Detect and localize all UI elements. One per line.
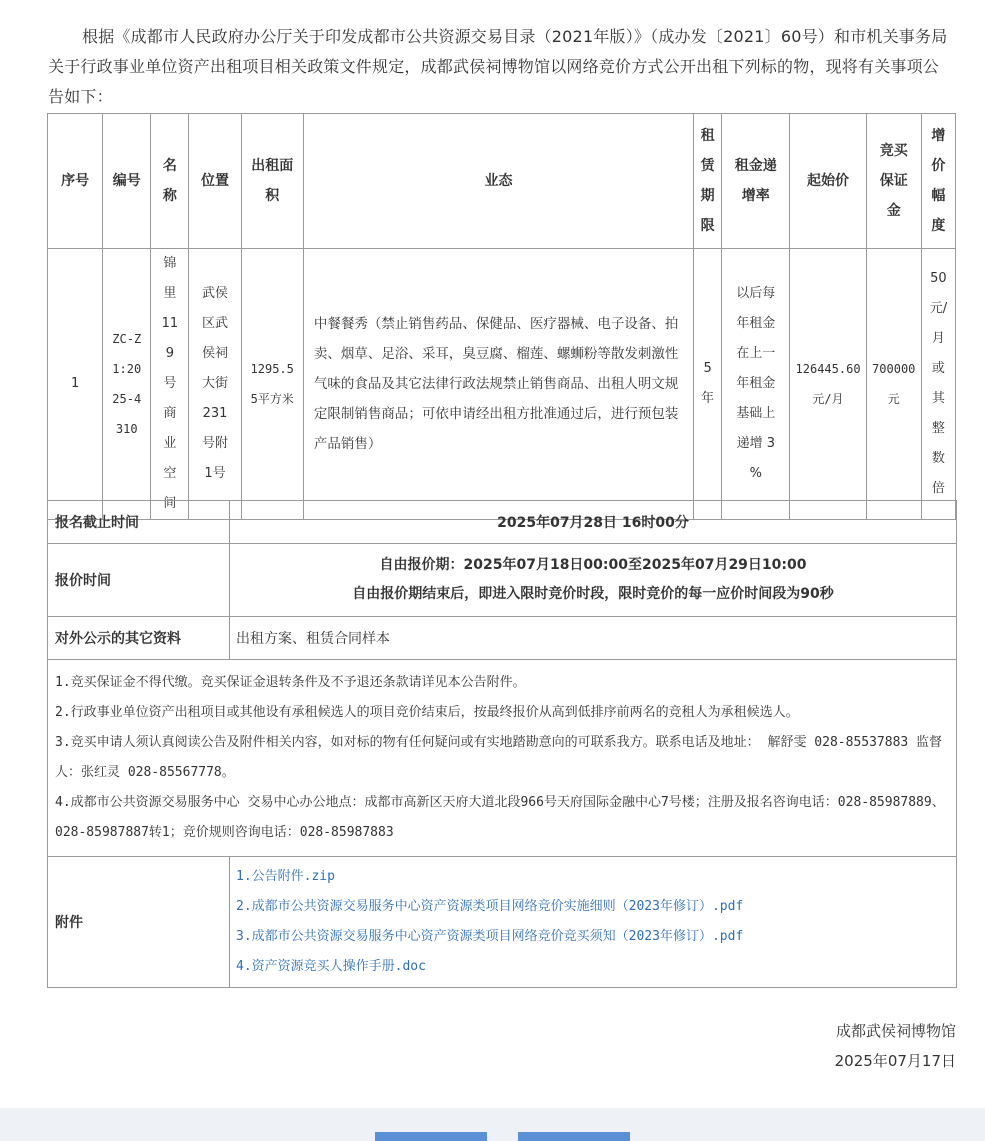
note-item: 2.行政事业单位资产出租项目或其他设有承租候选人的项目竞价结束后，按最终报价从高到低排序前两名的竞租人为承租候选人。 [55, 705, 799, 720]
lease-item-table [47, 113, 956, 520]
header-area: 出租面积 [241, 114, 303, 249]
attachments-list [230, 857, 957, 988]
deadline-value: 2025年07月28日 16时00分 [230, 501, 957, 544]
cell-increase-rate: 以后每年租金在上一年租金基础上递增 3 % [722, 249, 790, 520]
note-item: 1.竞买保证金不得代缴。竞买保证金退转条件及不予退还条款请详见本公告附件。 [55, 675, 526, 690]
table-header-row [48, 114, 956, 249]
announcement-intro: 根据《成都市人民政府办公厅关于印发成都市公共资源交易目录（2021年版）》（成办发〔2021〕60号）和市机关事务局关于行政事业单位资产出租项目相关政策文件规定，成都武侯祠博物馆以网络竞价方式公开出租下列标的物，现将有关事项公告如下： [48, 27, 948, 106]
header-business: 业态 [303, 114, 693, 249]
quote-time-label: 报价时间 [48, 544, 230, 617]
attachment-link[interactable]: 2.成都市公共资源交易服务中心资产资源类项目网络竞价实施细则（2023年修订）.pdf [236, 899, 744, 914]
attachments-row [48, 857, 957, 988]
attachment-link[interactable]: 4.资产资源竞买人操作手册.doc [236, 959, 426, 974]
cell-term: 5年 [694, 249, 722, 520]
quote-time-value [230, 544, 957, 617]
header-increment: 增价幅度 [921, 114, 955, 249]
auction-info-table [47, 500, 957, 988]
deadline-label: 报名截止时间 [48, 501, 230, 544]
header-increase-rate: 租金递增率 [722, 114, 790, 249]
footer-bar [0, 1108, 985, 1141]
attachments-label: 附件 [48, 857, 230, 988]
signature-org: 成都武侯祠博物馆 [835, 1022, 956, 1040]
cell-seq: 1 [48, 249, 103, 520]
header-location: 位置 [189, 114, 241, 249]
cell-name: 锦里119号商业空间 [151, 249, 189, 520]
notes-row [48, 660, 957, 857]
other-material-label: 对外公示的其它资料 [48, 617, 230, 660]
header-start-price: 起始价 [790, 114, 866, 249]
attachment-link[interactable]: 1.公告附件.zip [236, 869, 335, 884]
notes-cell [48, 660, 957, 857]
deadline-row [48, 501, 957, 544]
quote-time-row [48, 544, 957, 617]
table-row [48, 249, 956, 520]
cell-business: 中餐餐秀（禁止销售药品、保健品、医疗器械、电子设备、拍卖、烟草、足浴、采耳，臭豆腐、榴莲、螺蛳粉等散发刺激性气味的食品及其它法律行政法规禁止销售商品、出租人明文规定限制销售商品；可依申请经出租方批准通过后，进行预包装产品销售） [303, 249, 693, 520]
attachment-link[interactable]: 3.成都市公共资源交易服务中心资产资源类项目网络竞价竞买须知（2023年修订）.pdf [236, 929, 744, 944]
header-code: 编号 [103, 114, 151, 249]
header-seq: 序号 [48, 114, 103, 249]
cell-deposit: 700000元 [866, 249, 921, 520]
header-deposit: 竞买保证金 [866, 114, 921, 249]
cell-location: 武侯区武侯祠大街231号附1号 [189, 249, 241, 520]
other-material-value: 出租方案、租赁合同样本 [230, 617, 957, 660]
note-item: 3.竞买申请人须认真阅读公告及附件相关内容，如对标的物有任何疑问或有实地踏勘意向的可联系我方。联系电话及地址： 解舒雯 028-85537883 监督人：张红灵 028-85567778。 [55, 735, 943, 780]
cell-code: ZC-Z1:2025-4310 [103, 249, 151, 520]
note-item: 4.成都市公共资源交易服务中心 交易中心办公地点：成都市高新区天府大道北段966号天府国际金融中心7号楼；注册及报名咨询电话：028-85987889、028-85987887转1；竞价规则咨询电话：028-85987883 [55, 795, 945, 840]
header-term: 租赁期限 [694, 114, 722, 249]
other-material-row [48, 617, 957, 660]
footer-button-left[interactable] [375, 1132, 487, 1141]
footer-button-right[interactable] [518, 1132, 630, 1141]
cell-increment: 50元/月或其整数倍 [921, 249, 955, 520]
header-name: 名称 [151, 114, 189, 249]
free-quote-period: 自由报价期：2025年07月18日00:00至2025年07月29日10:00 [379, 557, 807, 573]
cell-start-price: 126445.60元/月 [790, 249, 866, 520]
signature-date: 2025年07月17日 [834, 1052, 956, 1070]
timed-bidding-note: 自由报价期结束后，即进入限时竞价时段，限时竞价的每一应价时间段为90秒 [352, 586, 834, 602]
cell-area: 1295.55平方米 [241, 249, 303, 520]
